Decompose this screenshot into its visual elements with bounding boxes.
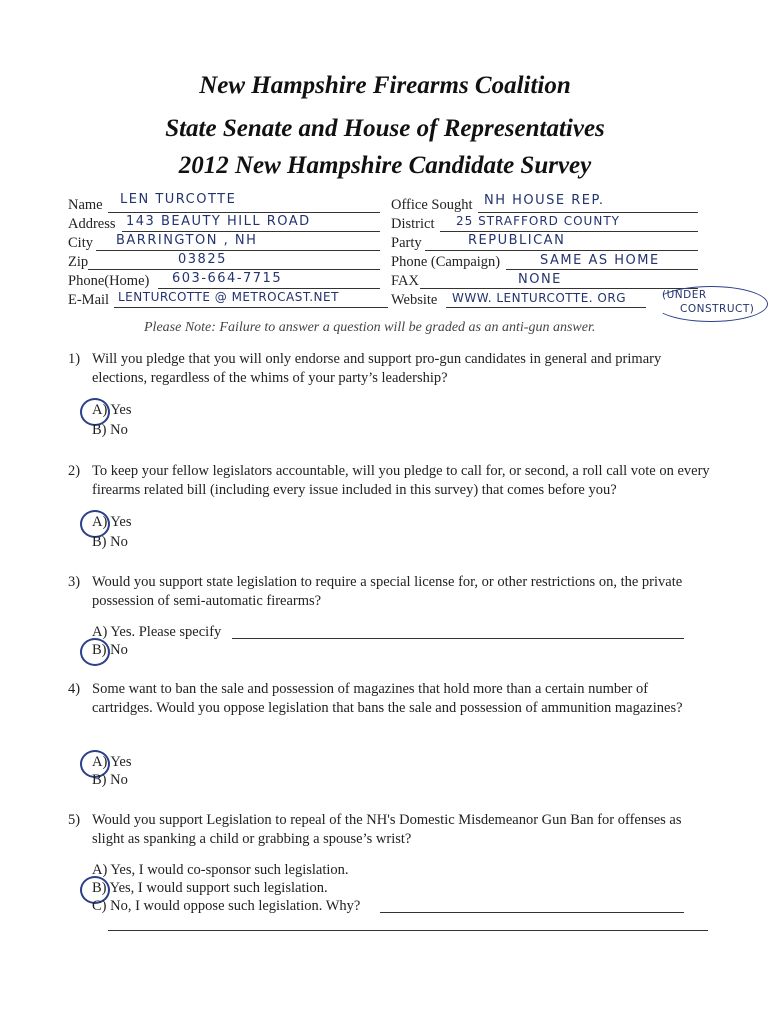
office-line (478, 212, 698, 213)
question-text: Would you support state legislation to require a special license for, or other restrictions on, the private possession of semi-automatic firearms? (92, 574, 683, 609)
question-text: Would you support Legislation to repeal of the NH's Domestic Misdemeanor Gun Ban for offenses as slight as spanking a child or grabbing a spouse’s wrist? (92, 812, 682, 847)
party-label: Party (391, 235, 422, 251)
option-b[interactable]: B) No (92, 772, 128, 788)
why-line-2 (108, 930, 708, 931)
email-label: E-Mail (68, 292, 110, 308)
district-value[interactable]: 25 STRAFFORD COUNTY (456, 214, 620, 228)
name-value[interactable]: LEN TURCOTTE (120, 192, 237, 207)
phone-home-line (158, 288, 380, 289)
city-value[interactable]: BARRINGTON , NH (116, 233, 258, 248)
district-label: District (391, 216, 435, 232)
question-text: Some want to ban the sale and possession of magazines that hold more than a certain number of cartridges. Would you oppose legislation that bans the sale and possession of ammunition magazines? (92, 681, 683, 716)
city-line (96, 250, 380, 251)
zip-line (88, 269, 380, 270)
address-line (122, 231, 380, 232)
website-value[interactable]: WWW. LENTURCOTTE. ORG (452, 291, 627, 305)
question-number: 3) (68, 574, 81, 590)
website-label: Website (391, 292, 438, 308)
zip-value[interactable]: 03825 (178, 252, 227, 267)
district-line (440, 231, 698, 232)
survey-subtitle: State Senate and House of Representatives (165, 115, 605, 142)
phone-home-label: Phone(Home) (68, 273, 150, 289)
option-a[interactable]: A) Yes (92, 754, 132, 770)
name-label: Name (68, 197, 103, 213)
fax-label: FAX (391, 273, 419, 289)
survey-title: 2012 New Hampshire Candidate Survey (178, 152, 592, 179)
option-c[interactable]: C) No, I would oppose such legislation. Why? (92, 898, 361, 914)
email-value[interactable]: LENTURCOTTE @ METROCAST.NET (118, 290, 339, 304)
email-line (114, 307, 388, 308)
why-line (380, 912, 684, 913)
office-value[interactable]: NH HOUSE REP. (484, 193, 605, 208)
city-label: City (68, 235, 93, 251)
website-note-line2: CONSTRUCT) (680, 303, 755, 315)
name-line (108, 212, 380, 213)
party-value[interactable]: REPUBLICAN (468, 233, 566, 248)
question-number: 5) (68, 812, 81, 828)
website-line (446, 307, 646, 308)
office-label: Office Sought (391, 197, 473, 213)
survey-org-title: New Hampshire Firearms Coalition (199, 72, 571, 99)
option-b[interactable]: B) No (92, 642, 128, 658)
option-a[interactable]: A) Yes (92, 402, 132, 418)
phone-home-value[interactable]: 603-664-7715 (172, 271, 283, 286)
phone-campaign-value[interactable]: SAME AS HOME (540, 253, 660, 268)
option-b[interactable]: B) Yes, I would support such legislation. (92, 880, 328, 896)
phone-campaign-line (506, 269, 698, 270)
question-number: 2) (68, 463, 81, 479)
option-a[interactable]: A) Yes. Please specify (92, 624, 222, 640)
fax-value[interactable]: NONE (518, 272, 562, 287)
option-b[interactable]: B) No (92, 534, 128, 550)
option-a[interactable]: A) Yes, I would co-sponsor such legislation. (92, 862, 349, 878)
question-text: To keep your fellow legislators accountable, will you pledge to call for, or second, a roll call vote on every firearms related bill (including every issue included in this survey) that comes before you? (92, 463, 710, 498)
option-b[interactable]: B) No (92, 422, 128, 438)
address-value[interactable]: 143 BEAUTY HILL ROAD (126, 214, 311, 229)
question-number: 1) (68, 351, 81, 367)
party-line (425, 250, 698, 251)
fax-line (420, 288, 698, 289)
zip-label: Zip (68, 254, 89, 270)
phone-campaign-label: Phone (Campaign) (391, 254, 501, 270)
grading-note: Please Note: Failure to answer a question will be graded as an anti-gun answer. (144, 320, 596, 335)
website-note-line1: (UNDER (662, 289, 707, 301)
option-a[interactable]: A) Yes (92, 514, 132, 530)
question-number: 4) (68, 681, 81, 697)
address-label: Address (68, 216, 116, 232)
question-text: Will you pledge that you will only endorse and support pro-gun candidates in general and primary elections, regardless of the whims of your party’s leadership? (92, 351, 662, 386)
specify-line (232, 638, 684, 639)
